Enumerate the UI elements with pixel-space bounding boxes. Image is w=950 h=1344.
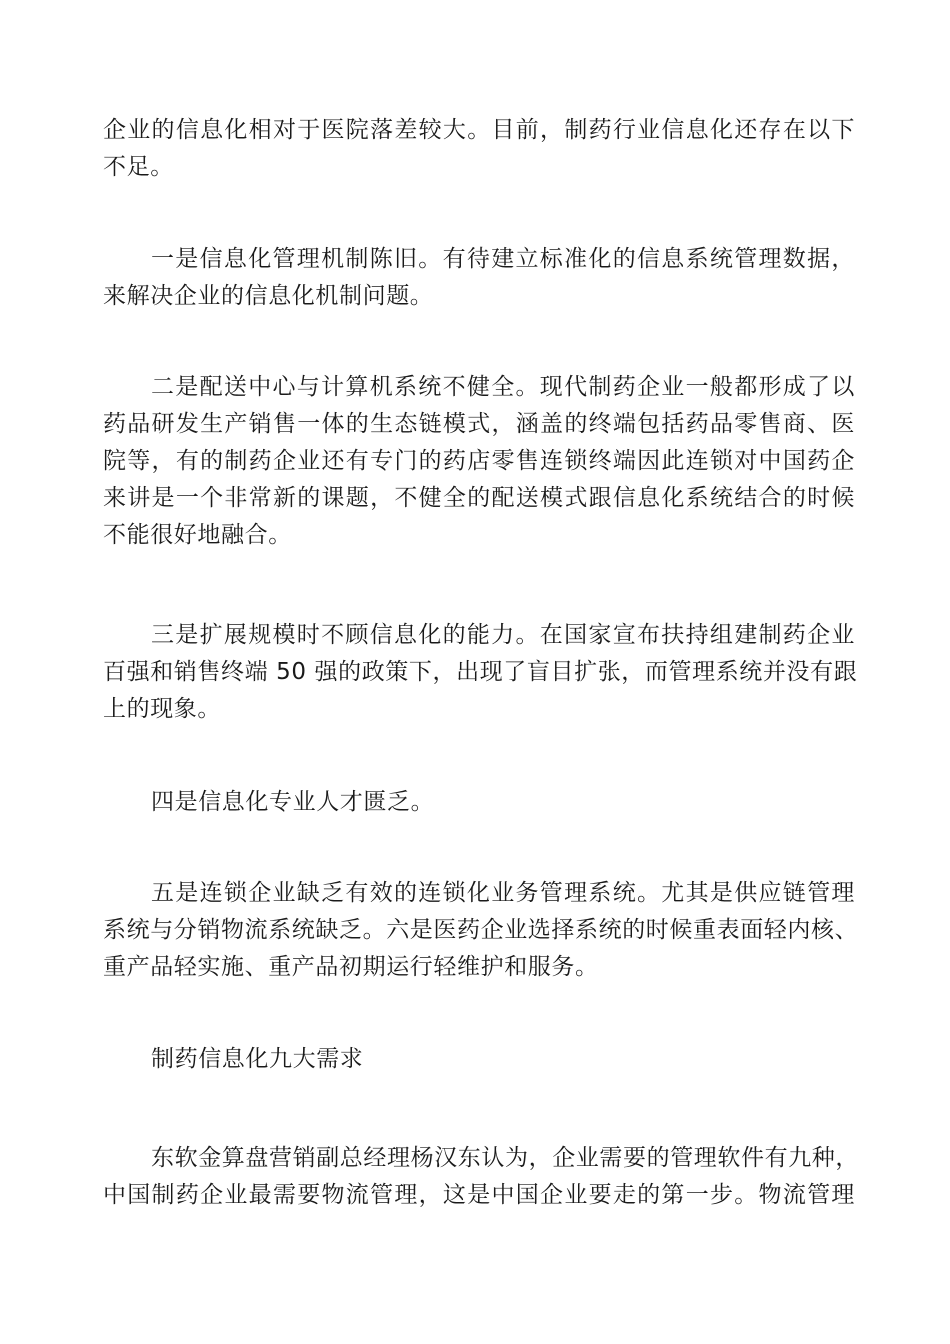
text-line: 中国制药企业最需要物流管理，这是中国企业要走的第一步。物流管理 bbox=[103, 1182, 855, 1208]
paragraph-point-two bbox=[103, 369, 855, 554]
text-line: 东软金算盘营销副总经理杨汉东认为，企业需要的管理软件有九种， bbox=[151, 1145, 859, 1171]
text-line: 五是连锁企业缺乏有效的连锁化业务管理系统。尤其是供应链管理 bbox=[151, 880, 855, 906]
paragraph-point-five bbox=[103, 875, 859, 986]
text-line: 不能很好地融合。 bbox=[103, 522, 292, 548]
paragraph-point-four bbox=[103, 784, 855, 821]
text-line: 系统与分销物流系统缺乏。六是医药企业选择系统的时候重表面轻内核、 bbox=[103, 917, 859, 943]
text-line: 制药信息化九大需求 bbox=[151, 1046, 364, 1072]
text-line: 四是信息化专业人才匮乏。 bbox=[151, 789, 435, 815]
text-line: 上的现象。 bbox=[103, 696, 221, 722]
paragraph-point-one bbox=[103, 241, 855, 315]
paragraph-requirements bbox=[103, 1140, 859, 1214]
text-line: 企业的信息化相对于医院落差较大。目前，制药行业信息化还存在以下 bbox=[103, 117, 855, 143]
text-line: 三是扩展规模时不顾信息化的能力。在国家宣布扶持组建制药企业 bbox=[151, 622, 855, 648]
text-line: 药品研发生产销售一体的生态链模式，涵盖的终端包括药品零售商、医 bbox=[103, 411, 855, 437]
paragraph-intro bbox=[103, 112, 855, 186]
text-line: 百强和销售终端 50 强的政策下，出现了盲目扩张，而管理系统并没有跟 bbox=[103, 659, 858, 685]
text-line: 重产品轻实施、重产品初期运行轻维护和服务。 bbox=[103, 954, 599, 980]
text-line: 一是信息化管理机制陈旧。有待建立标准化的信息系统管理数据， bbox=[151, 246, 855, 272]
text-line: 来解决企业的信息化机制问题。 bbox=[103, 283, 434, 309]
text-line: 不足。 bbox=[103, 154, 174, 180]
text-line: 来讲是一个非常新的课题，不健全的配送模式跟信息化系统结合的时候 bbox=[103, 485, 855, 511]
text-line: 院等，有的制药企业还有专门的药店零售连锁终端因此连锁对中国药企 bbox=[103, 448, 855, 474]
text-line: 二是配送中心与计算机系统不健全。现代制药企业一般都形成了以 bbox=[151, 374, 855, 400]
section-heading bbox=[103, 1041, 855, 1078]
paragraph-point-three bbox=[103, 617, 858, 728]
